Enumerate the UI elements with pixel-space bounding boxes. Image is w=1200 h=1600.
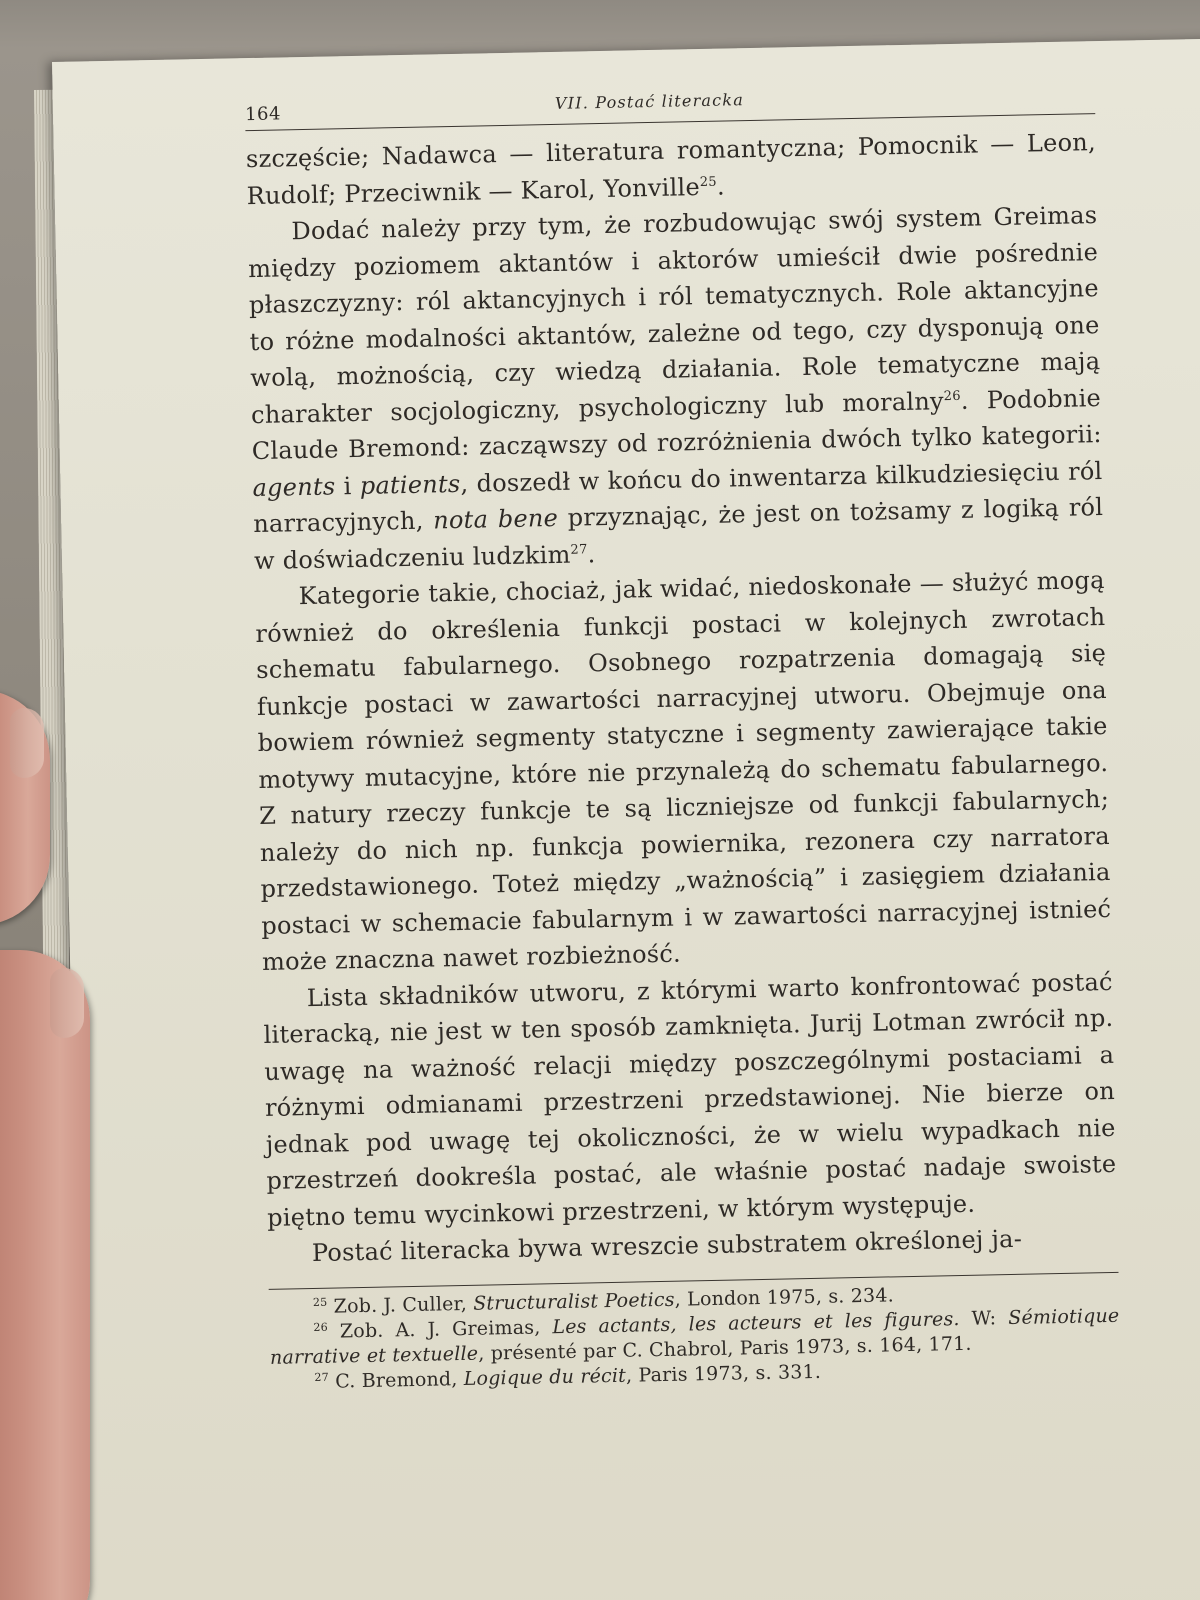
footnote-number: 27	[314, 1370, 329, 1384]
paragraph-5: Postać literacka bywa wreszcie substratem określonej ja-	[311, 1224, 1023, 1268]
footnote-text: , London 1975, s. 234.	[674, 1283, 895, 1311]
page-content	[245, 71, 1121, 1395]
body-text	[246, 124, 1119, 1272]
running-head	[245, 71, 1096, 131]
italic-nota-bene: nota bene	[432, 503, 559, 535]
footnote-title: Les actants, les acteurs et les figures.	[552, 1307, 960, 1338]
book-page	[52, 38, 1200, 1600]
footnote-text: Zob. J. Culler,	[333, 1292, 474, 1318]
paragraph-2	[247, 197, 1104, 579]
footnotes	[269, 1278, 1121, 1395]
paragraph-2-text-d: , doszedł w końcu do inwentarza kilkudziesięciu ról narracyjnych,	[253, 456, 1103, 539]
footnote-number: 25	[312, 1295, 328, 1309]
paragraph-4: Lista składników utworu, z którymi warto konfrontować postać literacką, nie jest w ten sposób zamknięta. Jurij Lotman zwrócił np. uwagę na ważność relacji między poszczególnymi postaciami a różnymi odmianami przestrzeni przedstawionej. Nie bierze on jednak pod uwagę tej okoliczności, że w wielu wypadkach nie przestrzeń dookreśla postać, ale właśnie postać nadaje swoiste piętno temu wycinkowi przestrzeni, w którym występuje.	[263, 967, 1117, 1232]
italic-agents: agents	[252, 471, 336, 502]
footnote-ref-27: 27	[570, 541, 588, 558]
footnote-title: Sémiotique narrative et textuelle	[269, 1304, 1120, 1369]
paragraph-1-end: .	[716, 172, 726, 201]
footnote-text: W:	[959, 1306, 1009, 1330]
footnote-text: Zob. A. J. Greimas,	[339, 1315, 553, 1342]
fingernail	[10, 708, 44, 778]
footnote-text: C. Bremond,	[334, 1367, 464, 1393]
paragraph-2-end: .	[587, 539, 596, 568]
paragraph-2-text-b: . Podobnie Claude Bremond: zacząwszy od rozróżnienia dwóch tylko kategorii:	[251, 383, 1102, 466]
paragraph-2-text-e: przyznając, że jest on tożsamy z logiką ról w doświadczeniu ludzkim	[253, 492, 1104, 575]
paragraph-1-text: szczęście; Nadawca — literatura romantyczna; Pomocnik — Leon, Rudolf; Przeciwnik — Karol, Yonville	[245, 128, 1097, 210]
chapter-title: VII. Postać literacka	[554, 90, 745, 113]
thumb-lower	[0, 950, 90, 1600]
italic-patients: patients	[359, 469, 461, 500]
footnote-title: Structuralist Poetics	[472, 1288, 675, 1315]
footnote-ref-25: 25	[699, 174, 717, 190]
paragraph-3: Kategorie takie, chociaż, jak widać, niedoskonałe — służyć mogą również do określenia funkcji postaci w kolejnych zwrotach schematu fabularnego. Osobnego rozpatrzenia domagają się funkcje postaci w zawartości narracyjnej utworu. Obejmuje ona bowiem również segmenty statyczne i segmenty zawierające takie motywy mutacyjne, które nie przynależą do schematu fabularnego. Z natury rzeczy funkcje te są liczniejsze od funkcji fabularnych; należy do nich np. funkcja powiernika, rezonera czy narratora przedstawionego. Toteż między „ważnością” i zasięgiem działania postaci w schemacie fabularnym i w zawartości narracyjnej istnieć może znaczna nawet rozbieżność.	[255, 565, 1112, 976]
fingernail	[50, 968, 84, 1038]
paragraph-2-text-c: i	[335, 471, 361, 500]
footnote-title: Logique du récit	[463, 1364, 627, 1390]
footnote-text: , présenté par C. Chabrol, Paris 1973, s. 164, 171.	[477, 1332, 972, 1365]
page-number: 164	[244, 103, 282, 126]
footnote-number: 26	[313, 1320, 328, 1334]
paragraph-2-text-a: Dodać należy przy tym, że rozbudowując swój system Greimas między poziomem aktantów i aktorów umieścił dwie pośrednie płaszczyzny: ról aktancyjnych i ról tematycznych. Role aktancyjne to różne modalności aktantów, zależne od tego, czy dysponują one wolą, możnością, czy wiedzą działania. Role tematyczne mają charakter socjologiczny, psychologiczny lub moralny	[247, 201, 1101, 429]
footnote-text: , Paris 1973, s. 331.	[625, 1360, 822, 1387]
footnote-ref-26: 26	[943, 388, 961, 404]
